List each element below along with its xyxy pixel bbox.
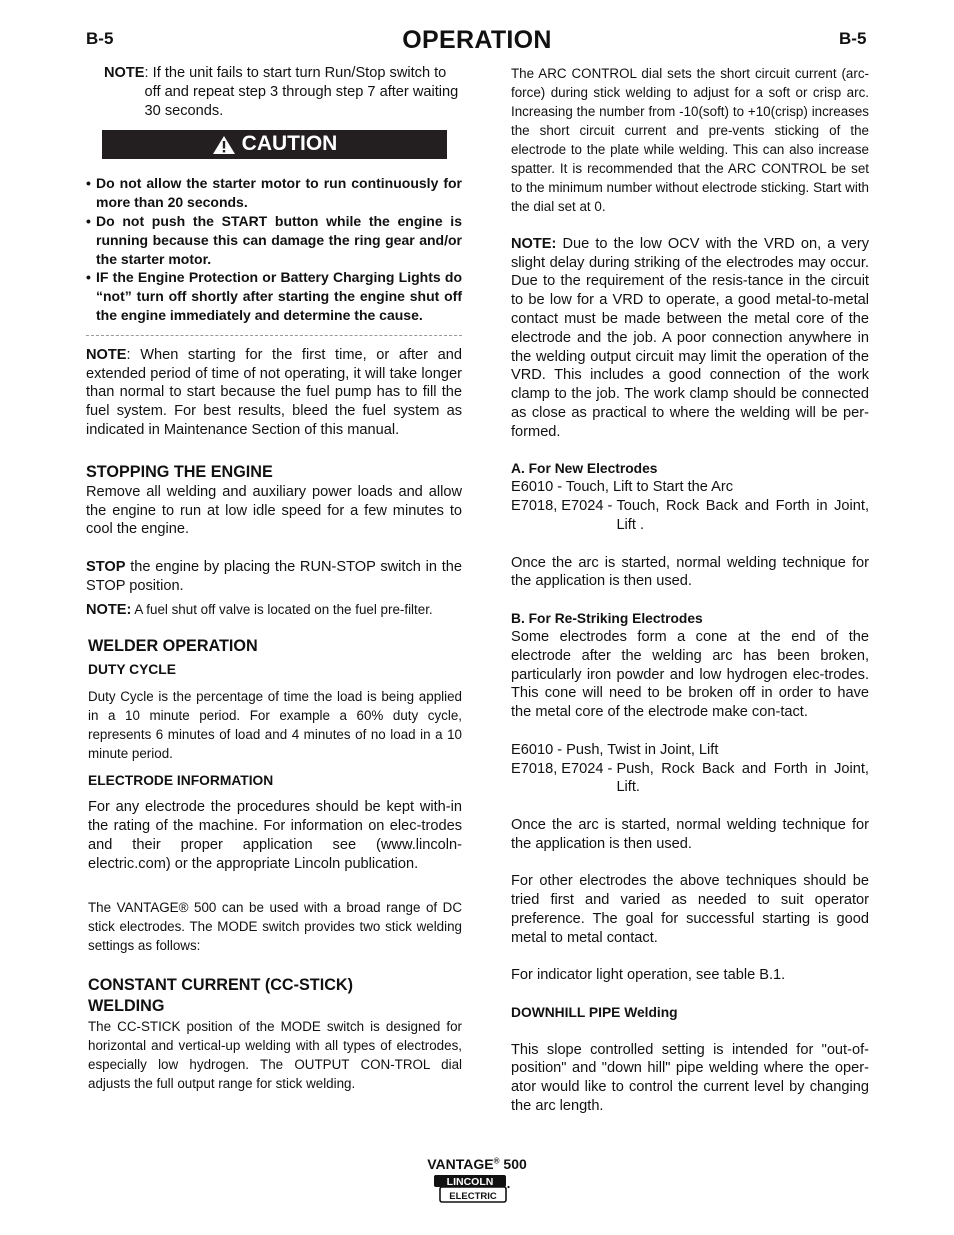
stop-instruction: STOP the engine by placing the RUN-STOP switch in the STOP position. bbox=[86, 558, 462, 594]
caution-item: • Do not push the START button while the engine is running because this can damage the ring gear and/or the starter motor. bbox=[86, 212, 462, 267]
caution-label: CAUTION bbox=[241, 132, 338, 156]
electrode-info-text: For any electrode the procedures should be kept with-in the rating of the machine. For information on elec-trodes and their proper application see (www.lincoln-electric.com) or the appropriate Lincoln publication. bbox=[88, 799, 462, 872]
left-column bbox=[86, 64, 462, 1093]
cc-stick-heading: CONSTANT CURRENT (CC-STICK) bbox=[88, 975, 353, 994]
svg-text:LINCOLN: LINCOLN bbox=[446, 1176, 494, 1188]
new-e6010-line: E6010 - Touch, Lift to Start the Arc bbox=[511, 479, 734, 496]
caution-banner bbox=[102, 130, 447, 159]
duty-cycle-text: Duty Cycle is the percentage of time the load is being applied in a 10 minute period. For example a 60% duty cycle, represents 6 minutes of load and 4 minutes of no load in a 10 minute period. bbox=[88, 689, 462, 762]
stopping-heading: STOPPING THE ENGINE bbox=[86, 462, 273, 481]
restrike-e6010-line: E6010 - Push, Twist in Joint, Lift bbox=[511, 741, 719, 758]
caution-list bbox=[86, 174, 462, 324]
indicator-text: For indicator light operation, see table B.1. bbox=[511, 967, 786, 984]
downhill-text: This slope controlled setting is intended for "out-of-position" and "down hill" pipe welding where the oper-ator would like to control the current level by changing the arc length. bbox=[511, 1041, 869, 1115]
cc-stick-text: The CC-STICK position of the MODE switch is designed for horizontal and vertical-up welding with all types of electrodes, especially low hydrogen. The OUTPUT CON-TROL dial adjusts the full output range for stick welding. bbox=[88, 1018, 462, 1091]
new-electrodes-heading: A. For New Electrodes bbox=[511, 461, 658, 477]
restrike-e7018-line: E7018, E7024 - Push, Rock Back and Forth in Joint, Lift. bbox=[511, 760, 869, 796]
divider bbox=[86, 335, 462, 336]
started-text: Once the arc is started, normal welding technique for the application is then used. bbox=[511, 554, 869, 590]
arc-control-text: The ARC CONTROL dial sets the short circuit current (arc-force) during stick welding to adjust for a soft or crisp arc. Increasing the number from -10(soft) to +10(crisp) increases the short circuit current and pre-vents sticking of the electrode to the plate while welding. This can also increase spatter. It is recommended that the ARC CONTROL be set to the minimum number without electrode sticking. Start with the dial set at 0. bbox=[511, 66, 869, 214]
lincoln-electric-logo bbox=[433, 1174, 511, 1204]
other-electrodes-text: For other electrodes the above techniques should be tried first and varied as needed to suit operator preference. The goal for successful starting is good metal to metal contact. bbox=[511, 873, 869, 946]
caution-item: • Do not allow the starter motor to run continuously for more than 20 seconds. bbox=[86, 175, 462, 211]
duty-cycle-heading: DUTY CYCLE bbox=[88, 662, 176, 678]
stopping-text: Remove all welding and auxiliary power loads and allow the engine to run at low idle speed for a few minutes to cool the engine. bbox=[86, 483, 462, 538]
svg-text:ELECTRIC: ELECTRIC bbox=[449, 1191, 497, 1202]
fuel-valve-note: NOTE: A fuel shut off valve is located on the fuel pre-filter. bbox=[86, 601, 433, 618]
welder-operation-heading: WELDER OPERATION bbox=[88, 637, 258, 656]
downhill-heading: DOWNHILL PIPE Welding bbox=[511, 1004, 678, 1020]
restart-note bbox=[86, 64, 462, 120]
vrd-note: NOTE: Due to the low OCV with the VRD on, a very slight delay during striking of the electrodes may occur. Due to the requirement of the resis-tance in the circuit to be low for a VRD to operate, a good metal-to-metal contact must be made between the metal core of the electrode and the job. A poor connection anywhere in the welding output circuit may limit the operation of the VRD. This includes a good connection of the work clamp to the job. The work clamp should be connected as close as practical to where the welding will be per-formed. bbox=[511, 235, 869, 440]
caution-item: • IF the Engine Protection or Battery Charging Lights do “not” turn off shortly after starting the engine shut off the engine immediately and determine the cause. bbox=[86, 269, 462, 323]
new-e7018-line: E7018, E7024 - Touch, Rock Back and Forth in Joint, Lift . bbox=[511, 498, 869, 533]
cc-stick-heading-2: WELDING bbox=[88, 996, 165, 1015]
started-text-2: Once the arc is started, normal welding technique for the application is then used. bbox=[511, 816, 869, 852]
warning-icon bbox=[212, 135, 236, 155]
vantage-text: The VANTAGE® 500 can be used with a broad range of DC stick electrodes. The MODE switch provides two stick welding settings as follows: bbox=[88, 899, 462, 953]
restrike-heading: B. For Re-Striking Electrodes bbox=[511, 610, 703, 626]
right-column bbox=[511, 64, 869, 1116]
restrike-text: Some electrodes form a cone at the end of the electrode after the welding arc has been broken, particularly iron powder and low hydrogen elec-trodes. This cone will need to be broken off in order to have the metal core of the electrode make con-tact. bbox=[511, 628, 869, 721]
page-title: OPERATION bbox=[402, 26, 552, 54]
model-footer: VANTAGE® 500 bbox=[427, 1156, 527, 1172]
note-text: : If the unit fails to start turn Run/Stop switch to off and repeat step 3 through step 7 after waiting 30 seconds. bbox=[144, 65, 459, 119]
page-code-left: B-5 bbox=[86, 29, 114, 48]
page-code-right: B-5 bbox=[839, 29, 867, 48]
electrode-info-heading: ELECTRODE INFORMATION bbox=[88, 773, 274, 789]
note-label: NOTE bbox=[104, 65, 145, 81]
first-start-note: NOTE: When starting for the first time, or after and extended period of time of not operating, it will take longer than normal to start because the fuel pump has to fill the fuel system. For best results, bleed the fuel system as indicated in Maintenance Section of this manual. bbox=[86, 346, 462, 438]
